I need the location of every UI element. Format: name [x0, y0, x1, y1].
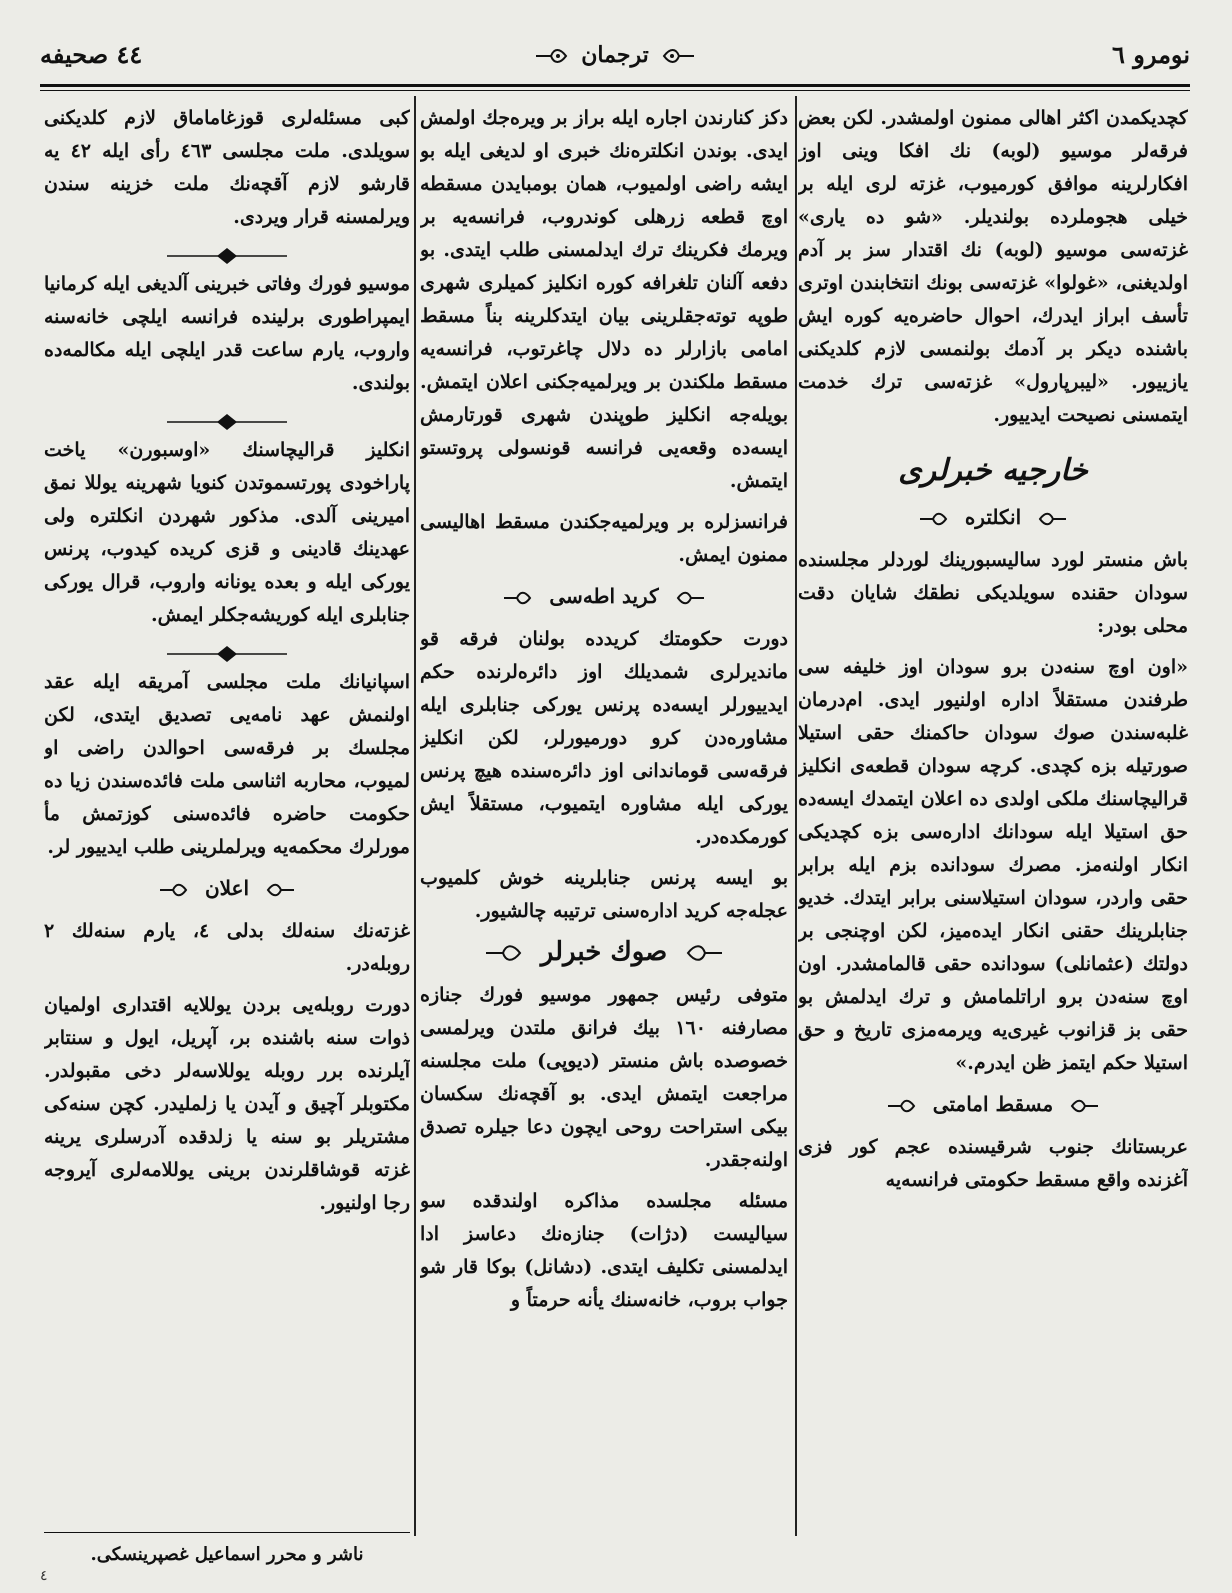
footer-rule: [44, 1532, 410, 1533]
subhead-notice-label: اعلان: [204, 876, 250, 900]
ornament-icon: [502, 591, 532, 605]
paragraph: انكليز قراليچاسنك «اوسبورن» ياخت پاراخودى پورتسموتدن كنويا شهرينه يوللا نمق اميرينى آلدى. مذكور شهردن انكلتره ولى عهدينك قادينى و قزى كريده كيدوب، پرنس يوركى ايله و بعده يونانه واروب، قرال يوركى جنابلرى ايله كوريشه‌جكلر ايمش.: [44, 439, 410, 626]
ornament-icon: [1038, 512, 1068, 526]
header-rule-thick: [40, 84, 1190, 87]
page-mark: ٤: [40, 1568, 48, 1584]
ornament-icon: [886, 1099, 916, 1113]
subhead-notice: [44, 872, 410, 905]
ornament-icon: [918, 512, 948, 526]
ornament-icon: [1070, 1099, 1100, 1113]
subhead-england-label: انكلتره: [964, 505, 1022, 529]
subhead-muscat: [798, 1088, 1188, 1121]
column-left: [44, 102, 410, 1522]
subhead-crete-label: كريد اطه‌سى: [549, 584, 659, 608]
column-right: [798, 102, 1188, 1522]
paragraph: غزته‌نك سنه‌لك بدلى ٤، يارم سنه‌لك ٢ روبله‌در.: [44, 920, 410, 975]
column-separator-right: [795, 96, 797, 1536]
paragraph: باش منستر لورد ساليسبورينك لوردلر مجلسنده سودان حقنده سويلديكى نطقك شايان دقت محلى بودر:: [798, 549, 1188, 637]
subhead-england: [798, 501, 1188, 534]
ornament-icon: [484, 944, 522, 962]
paragraph: دورت حكومتك كريدده بولنان فرقه قو مانديرلرى شمديلك اوز دائره‌لرنده حكم ايدييورلر ايسه‌ده پرنس يوركى جنابلرى ايله مشاوره‌دن كرو دورميورلر، لكن انكليز فرقه‌سى قوماندانى اوز دائره‌سنده هيچ پرنس يوركى ايله مشاوره ايتميوب، مستقلاً ايش كورمكده‌در.: [420, 628, 788, 848]
diamond-divider-icon: [157, 248, 297, 264]
ornament-right-icon: [534, 48, 568, 64]
divider-ornament: [44, 408, 410, 424]
paragraph: كچديكمدن اكثر اهالى ممنون اولمشدر. لكن بعض فرقه‌لر موسيو (لوبه) نك افكا وينى اوز افكارلرينه موافق كورميوب، غزته لرى ايله بر خيلى هجوملرده بولنديلر. «شو ده يارى» غزته‌سى موسيو (لوبه) نك اقتدار سز بر آدم اولديغنى، «غولوا» غزته‌سى بونك انتخابندن اوترى تأسف ابراز ايدرك، احوال حاضره‌يه كوره ايش باشنده ديكر بر آدمك بولنمسى لازم كلديكنى يازييور. «ليبرپارول» غزته‌سى ترك خدمت ايتمسنى نصيحت ايدييور.: [798, 107, 1188, 426]
paragraph: متوفى رئيس جمهور موسيو فورك جنازه مصارفنه ١٦٠ بيك فرانق ملتدن ويرلمسى خصوصده باش منستر (ديوپى) ملت مجلسنه مراجعت ايتمش ايدى. بو آقچه‌نك سكسان بيكى استراحت روحى ايچون دعا جيلره تصدق اولنه‌جقدر.: [420, 984, 788, 1171]
ornament-left-icon: [662, 48, 696, 64]
page-number: ٤٤ صحيفه: [40, 40, 143, 69]
paragraph: بو ايسه پرنس جنابلرينه خوش كلميوب عجله‌جه كريد اداره‌سنى ترتيبه چالشيور.: [420, 867, 788, 922]
subhead-latest-news-label: صوك خبرلر: [540, 937, 668, 967]
column-middle: [420, 102, 788, 1522]
newspaper-title: ترجمان: [581, 42, 649, 68]
paragraph: عربستانك جنوب شرقيسنده عجم كور فزى آغزنده واقع مسقط حكومتى فرانسه‌يه: [798, 1136, 1188, 1191]
page-header: [40, 36, 1190, 90]
divider-ornament: [44, 242, 410, 258]
section-title-foreign-news: خارجيه خبرلرى: [898, 453, 1088, 488]
diamond-divider-icon: [157, 414, 297, 430]
paragraph: فرانسزلره بر ويرلميه‌جكندن مسقط اهاليسى ممنون ايمش.: [420, 511, 788, 566]
divider-ornament: [44, 640, 410, 656]
publisher-line: ناشر و محرر اسماعيل غصپرينسكى.: [90, 1544, 364, 1565]
ornament-icon: [686, 944, 724, 962]
paragraph: دورت روبله‌يى بردن يوللايه اقتدارى اولميان ذوات سنه باشنده بر، آپريل، ايول و سنتابر آيلرنده برر روبله يوللاسه‌لر دخى مقبولدر. مكتوبلر آچيق و آيدن يا زلمليدر. كچن سنه‌كى مشتريلر بو سنه يا زلدقده آدرسلرى يرينه غزته قوشاقلرندن برينى يوللامه‌لرى آيروجه رجا اولنيور.: [44, 994, 410, 1214]
issue-number: نومرو ٦: [1111, 40, 1190, 69]
paragraph: موسيو فورك وفاتى خبرينى آلديغى ايله كرمانيا ايمپراطورى برلينده فرانسه ايلچى خانه‌سنه واروب، يارم ساعت قدر ايلچى ايله مكالمه‌ده بولندى.: [44, 273, 410, 394]
paragraph: «اون اوچ سنه‌دن برو سودان اوز خليفه سى طرفندن مستقلاً اداره اولنيور ايدى. ام‌درمان غلبه‌سندن صوك سودان حاكمنك حقى استيلا صورتيله بزه كچدى. كرچه سودان قطعه‌ى انكليز قراليچاسنك ملكى اولدى ده اعلان ايتمدك ايسه‌ده حق استيلا ايله سودانك اداره‌سى بزه كچديكى انكار اولنه‌مز. مصرك سودانده بزم ايله برابر حقى واردر، سودان استيلاسنى برابر ايتدك. خديو جنابلرينك حقنى انكار ايده‌ميز، لكن اوچنجى بر دولتك (عثمانلى) سودانده حقى قالمامشدر. اون اوچ سنه‌دن برو اراتلمامش و ترك ايدلمش بو حقى بز قزانوب غيرى‌يه ويرمه‌مزى تاريخ و حق استيلا حكم ايتمز ظن ايدرم.»: [798, 656, 1188, 1074]
newspaper-title-block: [40, 42, 1190, 68]
paragraph: دكز كنارندن اجاره ايله براز بر ويره‌جك اولمش ايدى. بوندن انكلتره‌نك خبرى او لديغى ايله بو ايشه راضى اولميوب، همان بومبايدن مسقطه اوچ قطعه زرهلى كوندروب، فرانسه‌يه بر ويرمك فكرينك ترك ايدلمسنى طلب ايتدى. بو دفعه آلنان تلغرافه كوره انكليز كميلرى شهرى طوپه توته‌جقلرينى بيان ايتدكلرينه بناً مسقط امامى بازارلر ده دلال چاغرتوب، فرانسه‌يه مسقط ملكندن بر ويرلميه‌جكنى اعلان ايتمش. بويله‌جه انكليز طوپندن شهرى قورتارمش ايسه‌ده وقعه‌يى فرانسه قونسولى پروتستو ايتمش.: [420, 107, 788, 492]
ornament-icon: [158, 883, 188, 897]
subhead-muscat-label: مسقط امامتى: [932, 1092, 1054, 1116]
header-rule-thin: [40, 90, 1190, 91]
subhead-latest-news: [420, 936, 788, 969]
ornament-icon: [266, 883, 296, 897]
paragraph: كبى مسئله‌لرى قوزغاماماق لازم كلديكنى سويلدى. ملت مجلسى ٤٦٣ رأى ايله ٤٢ يه قارشو لازم آقچه‌نك ملت خزينه سندن ويرلمسنه قرار ويردى.: [44, 107, 410, 228]
column-separator-left: [414, 96, 416, 1536]
paragraph: اسپانيانك ملت مجلسى آمريقه ايله عقد اولنمش عهد نامه‌يى تصديق ايتدى، لكن مجلسك بر فرقه‌سى احوالدن راضى او لميوب، محاربه اثناسى ملت فائده‌سندن زيا ده حكومت حاضره فائده‌سنى كوزتمش مأ مورلرك محكمه‌يه ويرلملرينى طلب ايدييور لر.: [44, 671, 410, 858]
diamond-divider-icon: [157, 646, 297, 662]
subhead-crete: [420, 580, 788, 613]
paragraph: مسئله مجلسده مذاكره اولندقده سو سياليست (دژات) جنازه‌نك دعاسز ادا ايدلمسنى تكليف ايتدى. (دشانل) بوكا قار شو جواب بروب، خانه‌سنك يأنه حرمتاً و: [420, 1190, 788, 1311]
ornament-icon: [676, 591, 706, 605]
